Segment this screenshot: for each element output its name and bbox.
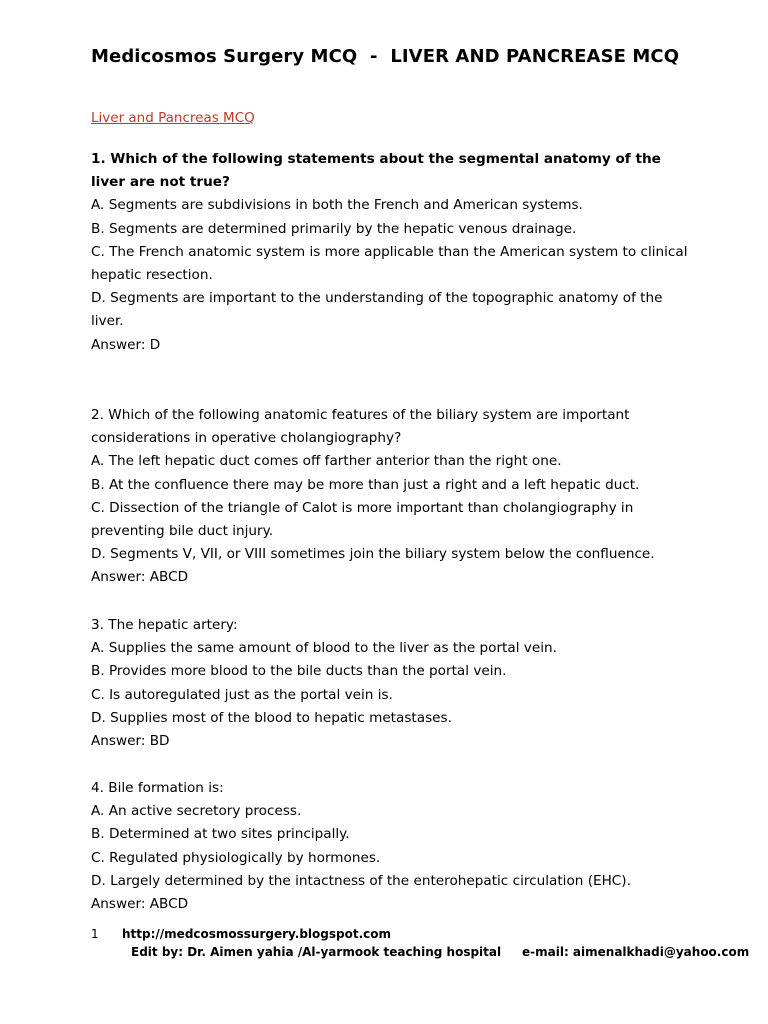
question-block-4 <box>91 777 691 916</box>
answer-text: Answer: ABCD <box>91 896 189 913</box>
option-a: A. The left hepatic duct comes off farther anterior than the right one. <box>91 453 562 470</box>
page-title: Medicosmos Surgery MCQ - LIVER AND PANCREASE MCQ <box>91 46 680 67</box>
option-d: D. Largely determined by the intactness of the enterohepatic circulation (EHC). <box>91 872 631 889</box>
question-block-2 <box>91 404 691 590</box>
option-c: C. Dissection of the triangle of Calot is more important than cholangiography in preventing bile duct injury. <box>91 499 634 540</box>
option-d: D. Segments V, VII, or VIII sometimes join the biliary system below the confluence. <box>91 546 655 563</box>
question-block-3 <box>91 614 691 753</box>
option-c: C. The French anatomic system is more applicable than the American system to clinical hepatic resection. <box>91 243 688 284</box>
answer-text: Answer: BD <box>91 733 170 750</box>
question-block-1 <box>91 148 691 357</box>
question-text: 1. Which of the following statements about the segmental anatomy of the liver are not true? <box>91 151 661 191</box>
question-text: 3. The hepatic artery: <box>91 617 238 633</box>
question-text: 4. Bile formation is: <box>91 780 224 796</box>
option-b: B. At the confluence there may be more than just a right and a left hepatic duct. <box>91 476 640 493</box>
option-d: D. Segments are important to the understanding of the topographic anatomy of the liver. <box>91 290 663 330</box>
option-b: B. Provides more blood to the bile ducts than the portal vein. <box>91 663 507 680</box>
answer-text: Answer: ABCD <box>91 569 189 586</box>
page-number: 1 <box>91 927 99 941</box>
footer-edit-line: Edit by: Dr. Aimen yahia /Al-yarmook teaching hospital e-mail: aimenalkhadi@yahoo.com <box>131 945 750 959</box>
option-b: B. Determined at two sites principally. <box>91 826 350 843</box>
option-c: C. Regulated physiologically by hormones. <box>91 849 381 866</box>
option-b: B. Segments are determined primarily by the hepatic venous drainage. <box>91 220 577 237</box>
section-link[interactable]: Liver and Pancreas MCQ <box>91 110 255 126</box>
option-a: A. An active secretory process. <box>91 803 302 820</box>
option-a: A. Segments are subdivisions in both the French and American systems. <box>91 197 583 214</box>
answer-text: Answer: D <box>91 336 161 353</box>
question-text: 2. Which of the following anatomic features of the biliary system are important considerations in operative cholangiography? <box>91 407 630 447</box>
footer-url-link[interactable]: http://medcosmossurgery.blogspot.com <box>122 927 391 941</box>
option-c: C. Is autoregulated just as the portal vein is. <box>91 686 393 703</box>
option-d: D. Supplies most of the blood to hepatic metastases. <box>91 709 452 726</box>
option-a: A. Supplies the same amount of blood to the liver as the portal vein. <box>91 640 557 657</box>
